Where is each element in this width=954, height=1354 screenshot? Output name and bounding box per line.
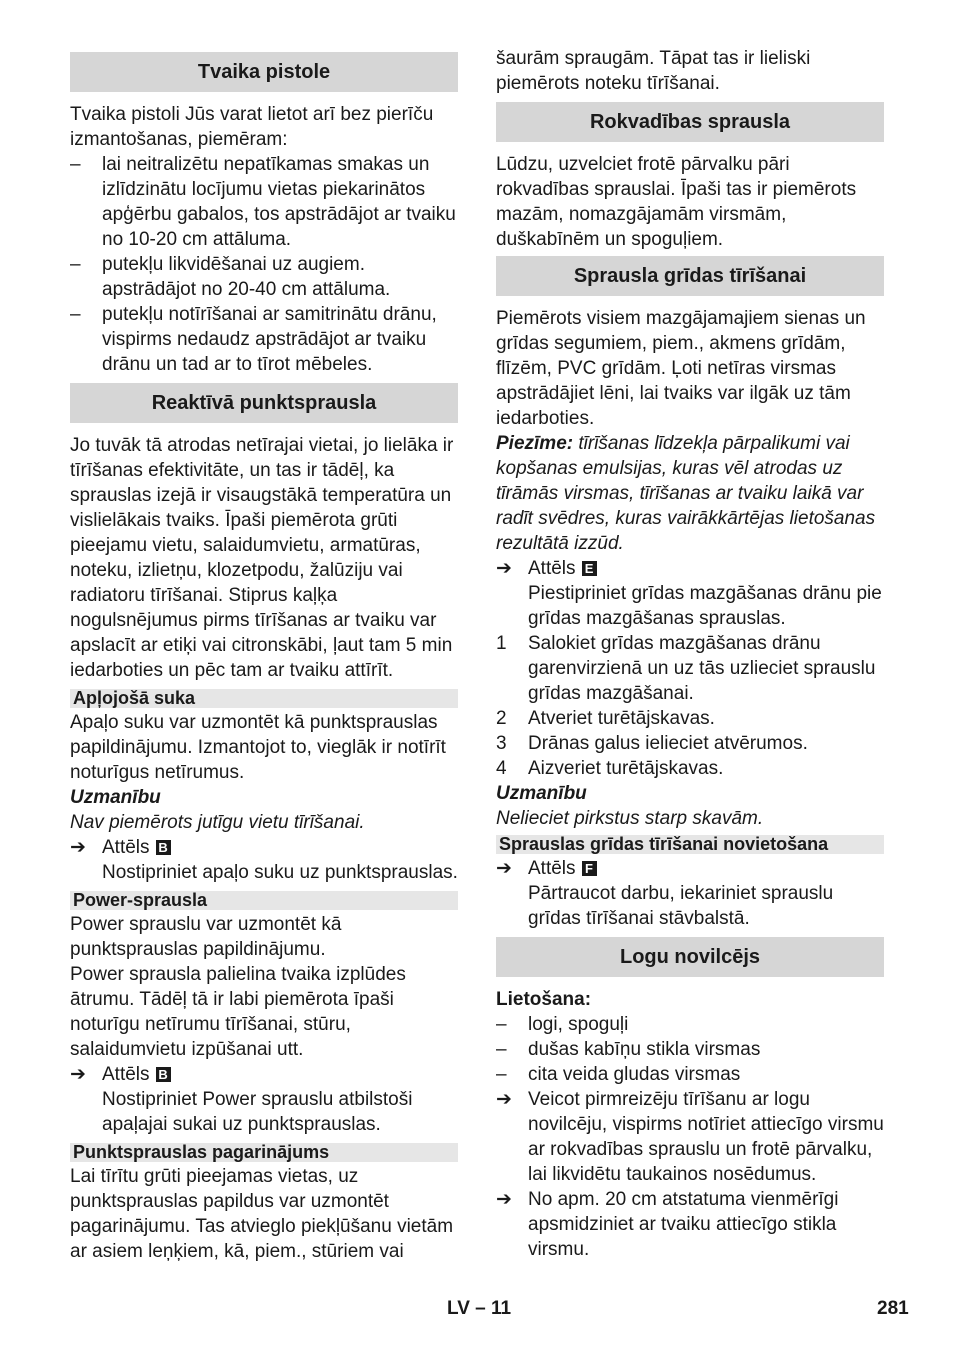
dash-marker: – xyxy=(496,1014,507,1035)
arrow-icon: ➔ xyxy=(70,1064,86,1085)
heading-logu-novilcejs: Logu novilcējs xyxy=(496,937,884,977)
heading-reaktiva-punktsprausla: Reaktīvā punktsprausla xyxy=(70,383,458,423)
dash-marker: – xyxy=(496,1039,507,1060)
arrow-icon: ➔ xyxy=(496,558,512,579)
figure-label: Attēls xyxy=(102,837,150,858)
list-item xyxy=(70,252,458,302)
list-item-text: putekļu likvidēšanai uz augiem. apstrādājot no 20-40 cm attāluma. xyxy=(102,254,391,300)
numbered-step xyxy=(496,706,884,731)
list-item-text: dušas kabīņu stikla virsmas xyxy=(528,1039,761,1060)
power-text-1: Power sprauslu var uzmontēt kā punktsprauslas papildinājumu. xyxy=(70,914,342,960)
step-number: 1 xyxy=(496,633,507,654)
apalo-text: Apaļo suku var uzmontēt kā punktsprauslas papildinājumu. Izmantojot to, vieglāk ir notīrīt noturīgus netīrumus. xyxy=(70,712,446,783)
step-text: Aizveriet turētājskavas. xyxy=(528,758,724,779)
caution-text: Nav piemērots jutīgu vietu tīrīšanai. xyxy=(70,812,365,833)
figure-ref xyxy=(496,556,884,581)
footer-page-number: 281 xyxy=(877,1298,909,1319)
step-text: Veicot pirmreizēju tīrīšanu ar logu novilcēju, vispirms notīriet attiecīgo virsmu ar rokvadības sprauslu un frotē pārvalku, lai likvidētu taukainos nosēdumus. xyxy=(528,1089,884,1185)
dash-marker: – xyxy=(70,154,81,175)
reakt-text: Jo tuvāk tā atrodas netīrajai vietai, jo lielāka ir tīrīšanas efektivitāte, un tas ir tādēļ, ka sprauslas izejā ir visaugstākā temperatūra un vislielākais tvaiks. Īpaši piemērota grūti pieejamu vietu, salaidumvietu, armatūras, noteku, izlietņu, klozetpodu, žalūziju vai radiatoru tīrīšanai. Stiprus kaļķa nogulsnējumus pirms tīrīšanas ar tvaiku var apslacīt ar etiķi vai citronskābi, ļaut tam 5 min iedarboties un pēc tam ar tvaiku attīrīt. xyxy=(70,435,454,681)
noviet-step: Pārtraucot darbu, iekariniet sprauslu grīdas tīrīšanai stāvbalstā. xyxy=(528,883,834,929)
list-item-text: logi, spoguļi xyxy=(528,1014,629,1035)
step-number: 2 xyxy=(496,708,507,729)
arrow-icon: ➔ xyxy=(496,858,512,879)
step-text: No apm. 20 cm atstatuma vienmērīgi apsmidziniet ar tvaiku attiecīgo stikla virsmu. xyxy=(528,1189,839,1260)
heading-tvaika-pistole: Tvaika pistole xyxy=(70,52,458,92)
step-number: 4 xyxy=(496,758,507,779)
heading-apalo-suka: Apļojošā suka xyxy=(70,689,458,708)
footer-section-label: LV – 11 xyxy=(447,1298,512,1319)
caution-text: Nelieciet pirkstus starp skavām. xyxy=(496,808,764,829)
heading-sprausla-gridas: Sprausla grīdas tīrīšanai xyxy=(496,256,884,296)
list-item xyxy=(496,1037,884,1062)
gridas-text: Piemērots visiem mazgājamajiem sienas un grīdas segumiem, piem., akmens grīdām, flīzēm, PVC grīdām. Ļoti netīras virsmas apstrādājiet lēni, lai tvaiks var ilgāk uz tām iedarboties. xyxy=(496,308,866,429)
note-label: Piezīme: xyxy=(496,433,574,454)
figure-ref xyxy=(70,1062,458,1087)
figure-label: Attēls xyxy=(528,558,576,579)
figure-f-badge: F xyxy=(582,861,597,876)
figure-e-badge: E xyxy=(582,561,597,576)
left-column xyxy=(70,46,458,1264)
tvaika-intro: Tvaika pistoli Jūs varat lietot arī bez pierīču izmantošanas, piemēram: xyxy=(70,104,434,150)
list-item xyxy=(496,1012,884,1037)
step-number: 3 xyxy=(496,733,507,754)
rokv-text: Lūdzu, uzvelciet frotē pārvalku pāri rokvadības sprauslai. Īpaši tas ir piemērots mazām, nomazgājamām virsmām, duškabīnēm un spoguļiem. xyxy=(496,154,857,250)
list-item-text: lai neitralizētu nepatīkamas smakas un izlīdzinātu locījumu vietas piekarinātos apģērbu gabalos, tos apstrādājot ar tvaiku no 10-20 cm attāluma. xyxy=(102,154,456,250)
arrow-icon: ➔ xyxy=(496,1189,512,1210)
caution-label: Uzmanību xyxy=(496,783,587,804)
numbered-step xyxy=(496,631,884,706)
figure-b-badge: B xyxy=(156,1067,171,1082)
heading-rokvadibas-sprausla: Rokvadības sprausla xyxy=(496,102,884,142)
instruction-step xyxy=(496,1087,884,1187)
step-text: Drānas galus ielieciet atvērumos. xyxy=(528,733,808,754)
heading-sprauslas-novietosana: Sprauslas grīdas tīrīšanai novietošana xyxy=(496,835,884,854)
arrow-icon: ➔ xyxy=(70,837,86,858)
power-text-2: Power sprausla palielina tvaika izplūdes ātrumu. Tādēļ tā ir labi piemērota īpaši noturīgu netīrumu tīrīšanai, stūru, salaidumvietu izpūšanai utt. xyxy=(70,964,406,1060)
step-text: Atveriet turētājskavas. xyxy=(528,708,715,729)
list-item-text: putekļu notīrīšanai ar samitrinātu drānu, vispirms nedaudz apstrādājot ar tvaiku drānu un tad ar to tīrot mēbeles. xyxy=(102,304,437,375)
numbered-step xyxy=(496,731,884,756)
right-column xyxy=(496,46,884,1262)
figure-b-badge: B xyxy=(156,840,171,855)
gridas-step: Piestipriniet grīdas mazgāšanas drānu pie grīdas mazgāšanas sprauslas. xyxy=(528,583,882,629)
note-paragraph xyxy=(496,431,884,556)
arrow-icon: ➔ xyxy=(496,1089,512,1110)
usage-label: Lietošana: xyxy=(496,989,592,1010)
list-item xyxy=(70,152,458,252)
power-step: Nostipriniet Power sprauslu atbilstoši apaļajai sukai uz punktsprauslas. xyxy=(102,1089,413,1135)
dash-marker: – xyxy=(70,304,81,325)
numbered-step xyxy=(496,756,884,781)
figure-label: Attēls xyxy=(102,1064,150,1085)
dash-marker: – xyxy=(70,254,81,275)
list-item-text: cita veida gludas virsmas xyxy=(528,1064,741,1085)
figure-ref xyxy=(70,835,458,860)
figure-label: Attēls xyxy=(528,858,576,879)
dash-marker: – xyxy=(496,1064,507,1085)
pagar-text: Lai tīrītu grūti pieejamas vietas, uz punktsprauslas papildus var uzmontēt pagarinājumu. Tas atvieglo piekļūšanu vietām ar asiem leņķiem, kā, piem., stūriem vai xyxy=(70,1166,454,1262)
caution-label: Uzmanību xyxy=(70,787,161,808)
list-item xyxy=(70,302,458,377)
instruction-step xyxy=(496,1187,884,1262)
list-item xyxy=(496,1062,884,1087)
apalo-step: Nostipriniet apaļo suku uz punktsprauslas. xyxy=(102,862,458,883)
continued-text: šaurām spraugām. Tāpat tas ir lieliski piemērots noteku tīrīšanai. xyxy=(496,48,811,94)
step-text: Salokiet grīdas mazgāšanas drānu garenvirzienā un uz tās uzlieciet sprauslu grīdas mazgāšanai. xyxy=(528,633,876,704)
heading-power-sprausla: Power-sprausla xyxy=(70,891,458,910)
figure-ref xyxy=(496,856,884,881)
heading-punktsprauslas-pagarinajums: Punktsprauslas pagarinājums xyxy=(70,1143,458,1162)
note-text: tīrīšanas līdzekļa pārpalikumi vai kopšanas emulsijas, kuras vēl atrodas uz tīrāmās virsmas, tīrīšanas ar tvaiku laikā var radīt svēdres, kuras vairākkārtējas lietošanas rezultātā izzūd. xyxy=(496,433,876,554)
